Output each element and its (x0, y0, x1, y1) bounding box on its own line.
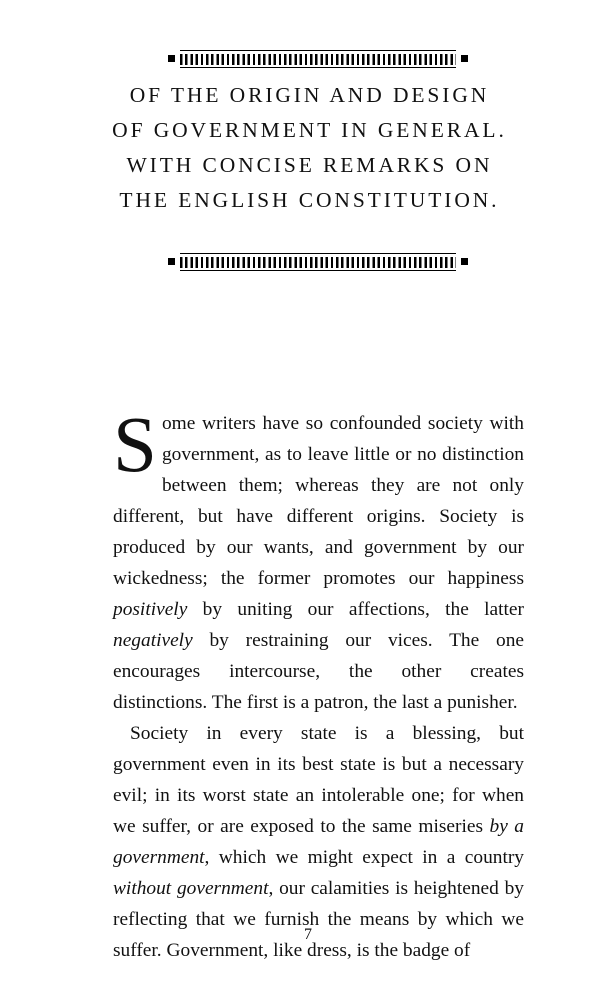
hatched-rule-ornament-top (168, 48, 468, 70)
chapter-title (0, 78, 616, 218)
text-run: by restraining our vices. The one encourages intercourse, the other creates distinctions. The first is a patron, the last a punisher. (113, 630, 524, 713)
ornament-rule-frame (180, 253, 456, 271)
ornament-end-square-right (461, 258, 468, 265)
body-text (113, 402, 524, 966)
hatched-rule-ornament-bottom (168, 251, 468, 273)
text-run: ome writers have so confounded society with government, as to leave little or no distinction between them; whereas they are not only different, but have different origins. Society is produced by our wants, and government by our wickedness; the former promotes our happiness (113, 413, 524, 589)
italic-run: by a government (113, 816, 524, 868)
text-run: , our calamities is heightened by reflecting that we furnish the means by which we suffer. Government, like dress, is the badge of (113, 878, 524, 961)
italic-run: positively (113, 599, 188, 620)
page-number: 7 (304, 926, 312, 943)
ornament-end-square-right (461, 55, 468, 62)
italic-run: negatively (113, 630, 193, 651)
italic-run: without government (113, 878, 269, 899)
chapter-title-line-3: WITH CONCISE REMARKS ON (126, 153, 493, 177)
drop-cap: S (113, 402, 157, 489)
text-run: by uniting our affections, the latter (187, 599, 524, 620)
ornament-rule-frame (180, 50, 456, 68)
chapter-title-line-2: OF GOVERNMENT IN GENERAL. (112, 118, 507, 142)
text-run: Society in every state is a blessing, but government even in its best state is but a necessary evil; in its worst state an intolerable one; for when we suffer, or are exposed to the same miseries (113, 723, 524, 837)
ornament-end-square-left (168, 258, 175, 265)
ornament-hatch-pattern (180, 257, 456, 268)
paragraph-1-runs (113, 413, 524, 713)
ornament-end-square-left (168, 55, 175, 62)
chapter-title-line-1: OF THE ORIGIN AND DESIGN (129, 83, 490, 107)
paragraph-1 (113, 402, 524, 718)
chapter-title-line-4: THE ENGLISH CONSTITUTION. (119, 188, 500, 212)
ornament-hatch-pattern (180, 54, 456, 65)
text-run: , which we might expect in a country (204, 847, 524, 868)
